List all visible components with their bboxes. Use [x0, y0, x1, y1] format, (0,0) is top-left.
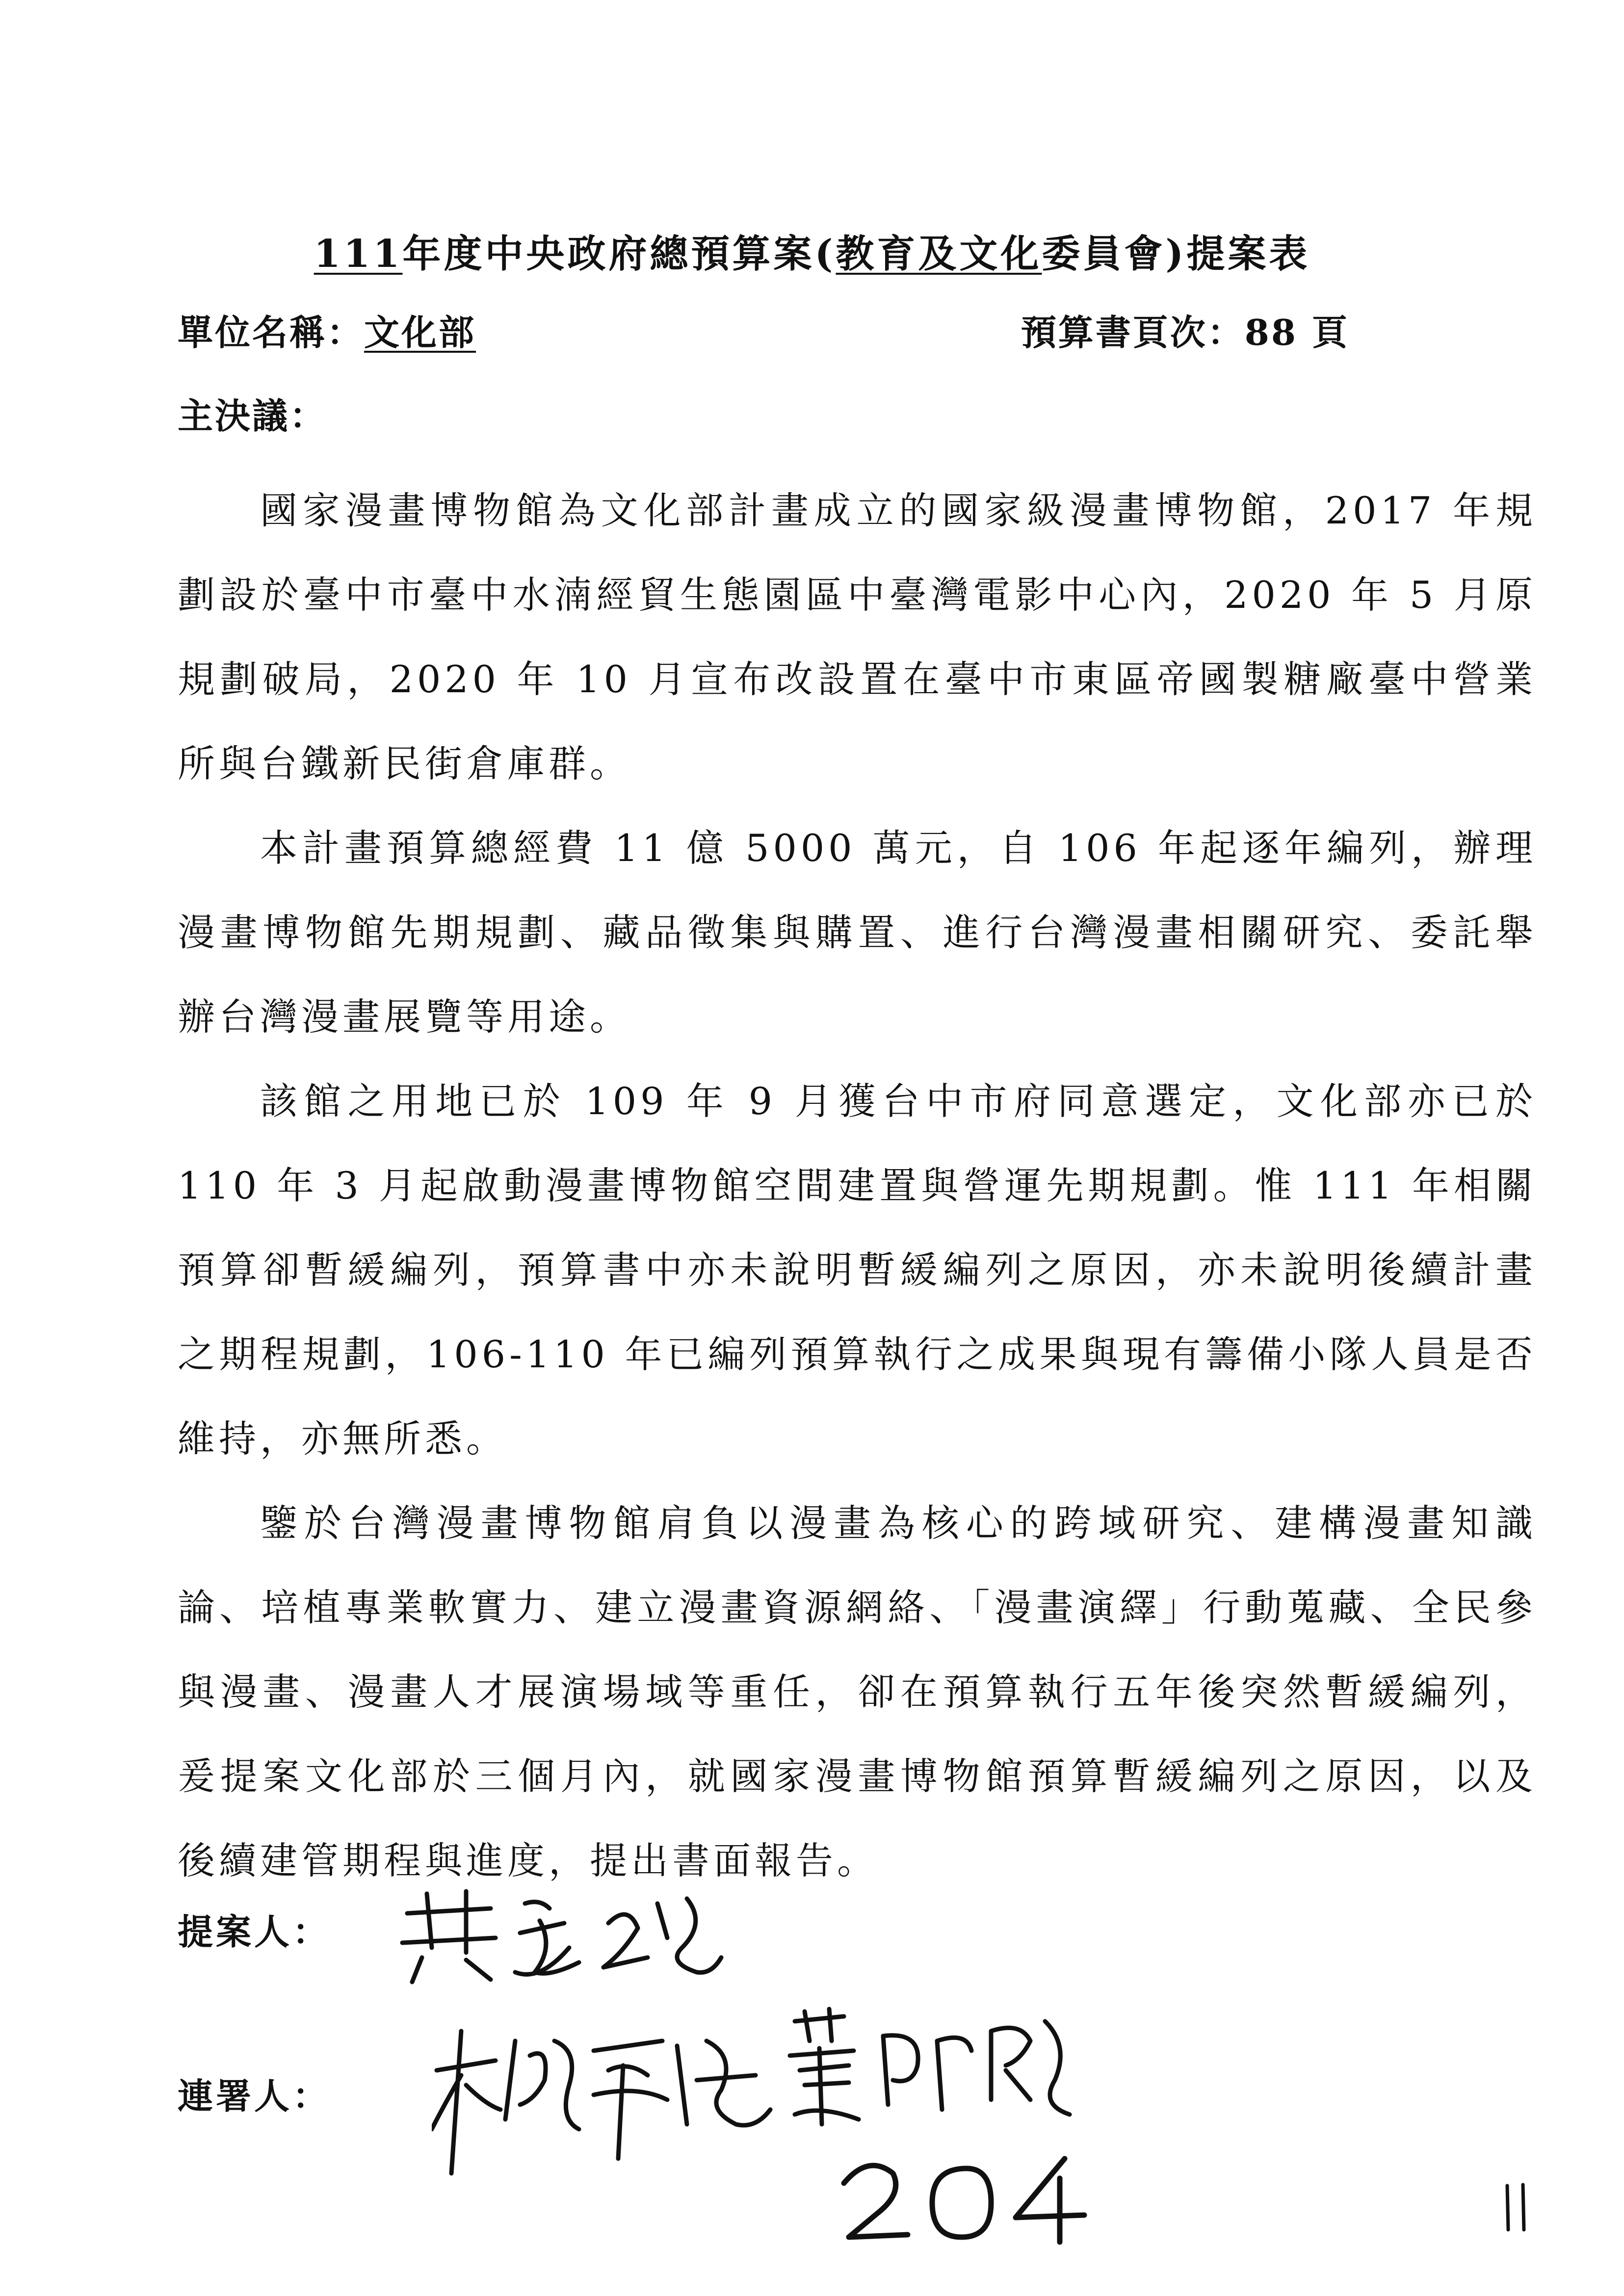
title-year: 111 [314, 232, 403, 276]
page-mark [1501, 2181, 1531, 2237]
handwritten-number [834, 2149, 1089, 2247]
proposer-signature [393, 1874, 726, 1992]
title-committee: 教育及文化 [836, 232, 1042, 276]
resolution-label: 主決議： [178, 395, 327, 437]
unit-label: 單位名稱： [178, 312, 365, 353]
title-post: 委員會)提案表 [1042, 232, 1310, 276]
paragraph: 鑒於台灣漫畫博物館肩負以漫畫為核心的跨域研究、建構漫畫知識論、培植專業軟實力、建立漫畫資源網絡、「漫畫演繹」行動蒐藏、全民參與漫畫、漫畫人才展演場域等重任，卻在預算執行五年後突然暫緩編列，爰提案文化部於三個月內，就國家漫畫博物館預算暫緩編列之原因，以及後續建管期程與進度，提出書面報告。 [178, 1501, 1537, 1882]
paragraph: 本計畫預算總經費 11 億 5000 萬元，自 106 年起逐年編列，辦理漫畫博物館先期規劃、藏品徵集與購置、進行台灣漫畫相關研究、委託舉辦台灣漫畫展覽等用途。 [178, 826, 1537, 1039]
page-title [0, 223, 1624, 278]
unit-value: 文化部 [364, 312, 476, 353]
title-pre: 年度中央政府總預算案( [402, 232, 836, 276]
cosigner-signature-1 [432, 2011, 775, 2188]
paragraph: 國家漫畫博物館為文化部計畫成立的國家級漫畫博物館，2017 年規劃設於臺中市臺中水湳經貿生態園區中臺灣電影中心內，2020 年 5 月原規劃破局，2020 年 10 月宣布改設置在臺中市東區帝國製糖廠臺中營業所與台鐵新民街倉庫群。 [178, 489, 1537, 785]
proposer-label: 提案人： [178, 1911, 331, 1953]
unit-line [178, 304, 476, 355]
cosigner-signature-2 [775, 2002, 1089, 2129]
paragraph: 該館之用地已於 109 年 9 月獲台中市府同意選定，文化部亦已於 110 年 3 月起啟動漫畫博物館空間建置與營運先期規劃。惟 111 年相關預算卻暫緩編列，預算書中亦未說明暫緩編列之原因，亦未說明後續計畫之期程規劃，106-110 年已編列預算執行之成果與現有籌備小隊人員是否維持，亦無所悉。 [178, 1079, 1537, 1461]
page-reference: 預算書頁次：88 頁 [1021, 312, 1349, 353]
cosigner-label: 連署人： [178, 2075, 331, 2117]
resolution-body [178, 469, 1537, 1903]
